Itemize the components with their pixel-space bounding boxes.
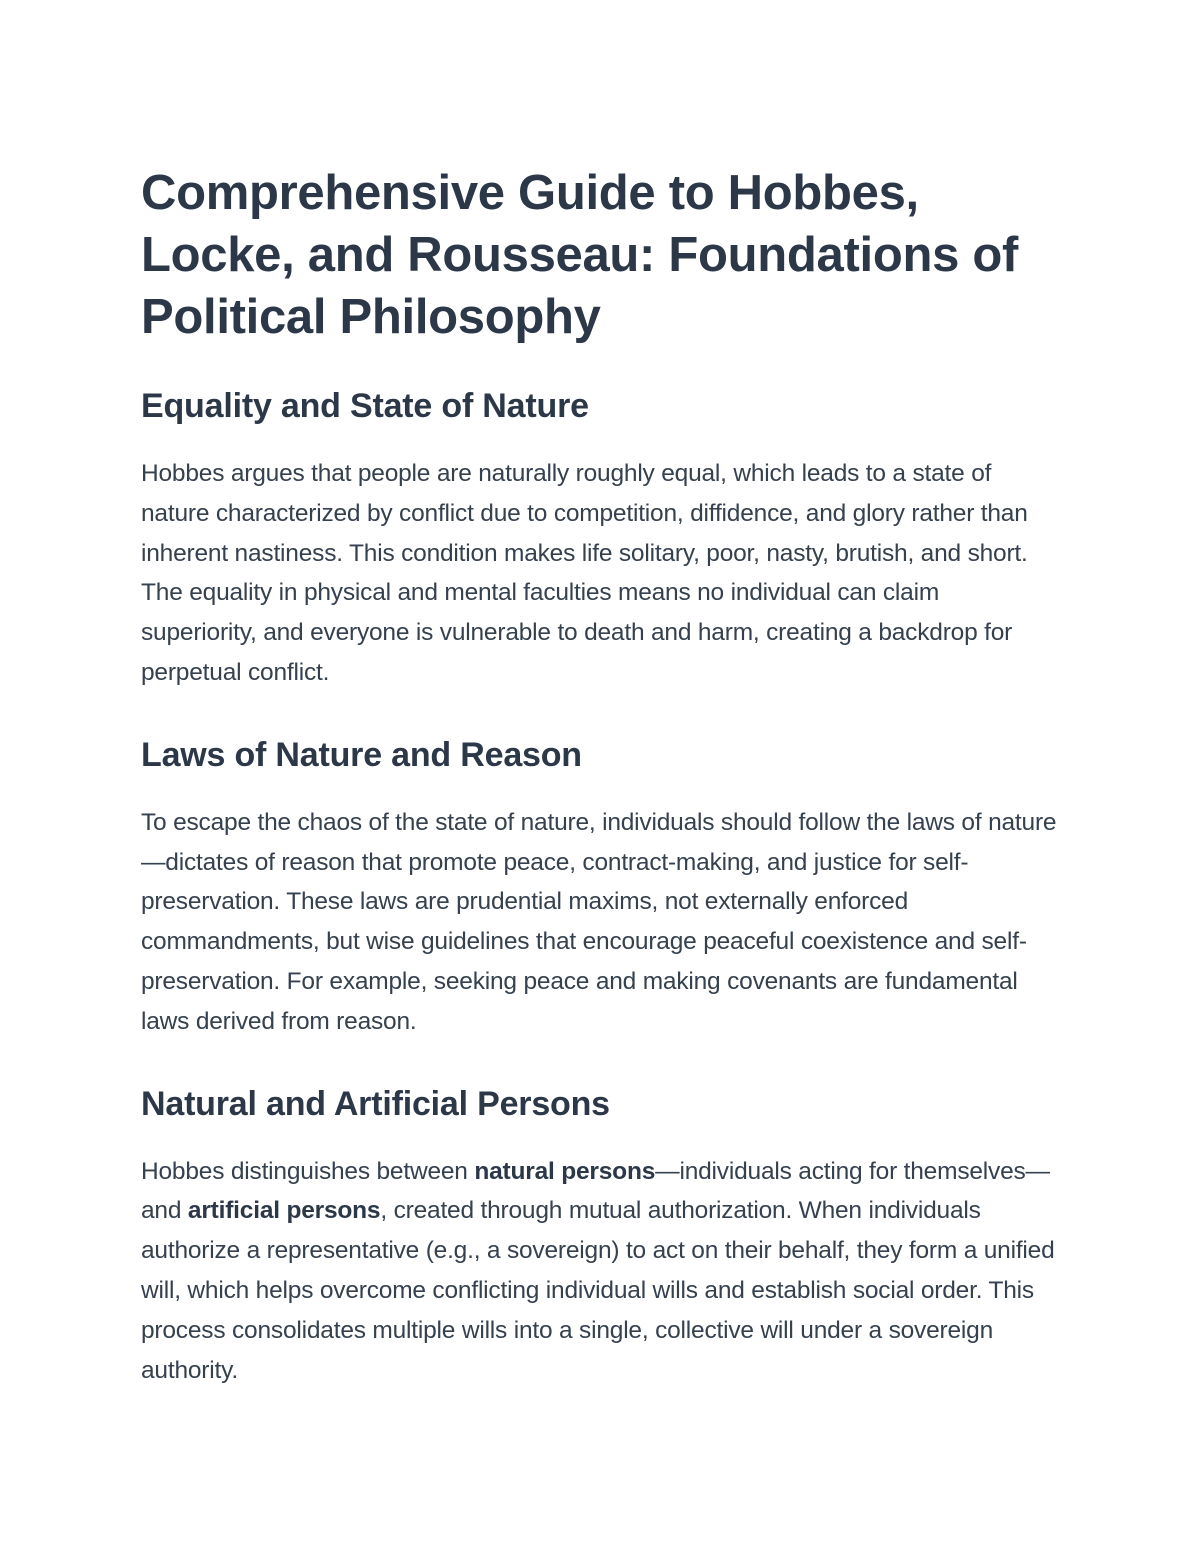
section-heading: Equality and State of Nature bbox=[141, 387, 589, 425]
section-equality bbox=[141, 384, 1061, 693]
paragraph-text: —individuals acting for themselves—and bbox=[141, 1157, 1050, 1225]
bold-term-natural-persons: natural persons bbox=[474, 1157, 656, 1185]
paragraph-text: , created through mutual authorization. When individuals authorize a representative (e.g., a sovereign) to act on their behalf, they form a unified will, which helps overcome conflicting individual wills and establish social order. This process consolidates multiple wills into a single, collective will under a sovereign authority. bbox=[141, 1197, 1055, 1384]
paragraph-text: Hobbes distinguishes between bbox=[141, 1157, 475, 1185]
section-paragraph bbox=[141, 1152, 1061, 1391]
document-title: Comprehensive Guide to Hobbes, Locke, and Rousseau: Foundations of Political Philosophy bbox=[141, 166, 1019, 344]
section-paragraph: Hobbes argues that people are naturally roughly equal, which leads to a state of nature characterized by conflict due to competition, diffidence, and glory rather than inherent nastiness. This condition makes life solitary, poor, nasty, brutish, and short. The equality in physical and mental faculties means no individual can claim superiority, and everyone is vulnerable to death and harm, creating a backdrop for perpetual conflict. bbox=[141, 460, 1028, 686]
bold-term-artificial-persons: artificial persons bbox=[187, 1197, 381, 1225]
section-laws-of-nature bbox=[141, 733, 1061, 1042]
section-heading: Natural and Artificial Persons bbox=[141, 1084, 610, 1123]
document-page bbox=[141, 162, 1061, 1390]
section-paragraph: To escape the chaos of the state of nature, individuals should follow the laws of nature—dictates of reason that promote peace, contract-making, and justice for self-preservation. These laws are prudential maxims, not externally enforced commandments, but wise guidelines that encourage peaceful coexistence and self-preservation. For example, seeking peace and making covenants are fundamental laws derived from reason. bbox=[141, 808, 1057, 1035]
section-heading: Laws of Nature and Reason bbox=[141, 735, 582, 774]
section-persons bbox=[141, 1082, 1061, 1391]
